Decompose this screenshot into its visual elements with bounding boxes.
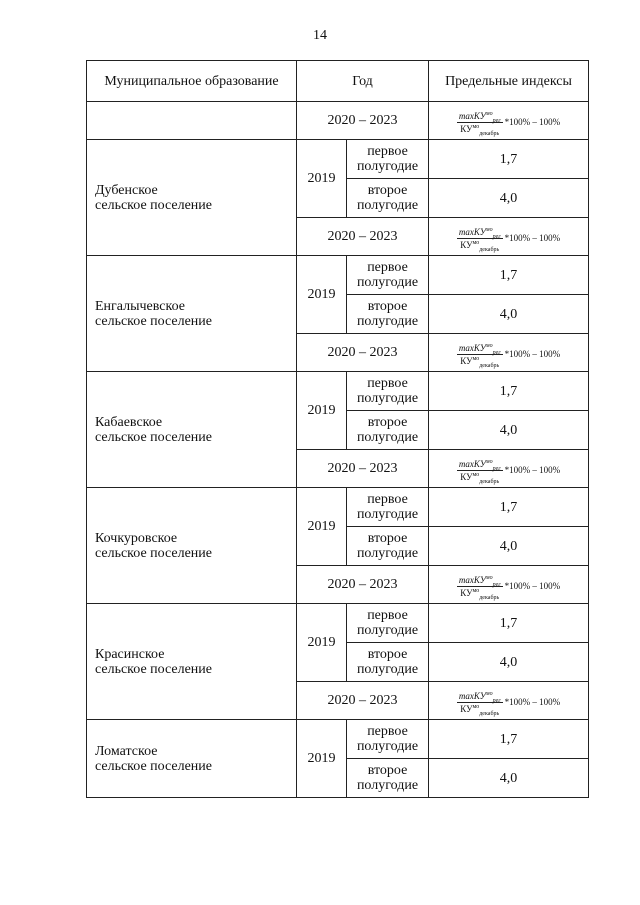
second-half-value: 4,0 (429, 643, 589, 682)
first-half-value: 1,7 (429, 140, 589, 179)
second-half-value: 4,0 (429, 411, 589, 450)
first-half-value: 1,7 (429, 488, 589, 527)
formula-numerator: maxКУ (458, 458, 486, 469)
formula-denominator: КУ (460, 355, 473, 366)
second-half-value: 4,0 (429, 527, 589, 566)
first-half-label: первое полугодие (347, 488, 429, 527)
header-municipality: Муниципальное образование (87, 61, 297, 102)
formula-tail: *100% – 100% (504, 233, 561, 243)
table-row (87, 488, 589, 527)
table-row (87, 102, 589, 140)
index-formula: $\frac{\max КУ^{мо}_{рег}}{КУ^{мо}_{декабрь}}$ *100% – 100% (458, 458, 561, 485)
year-cell: 2019 (297, 604, 347, 682)
municipality-name-line1: Кочкуровское (95, 530, 178, 546)
municipality-name-line2: сельское поселение (95, 661, 212, 677)
header-year: Год (297, 61, 429, 102)
year-cell: 2019 (297, 140, 347, 218)
formula-cell (429, 450, 589, 488)
municipality-name (87, 720, 297, 798)
formula-cell (429, 218, 589, 256)
second-half-label: второе полугодие (347, 411, 429, 450)
table-row (87, 604, 589, 643)
municipality-name-line2: сельское поселение (95, 313, 212, 329)
period-cell: 2020 – 2023 (297, 450, 429, 488)
first-half-value: 1,7 (429, 372, 589, 411)
first-half-value: 1,7 (429, 720, 589, 759)
period-cell: 2020 – 2023 (297, 334, 429, 372)
formula-numerator: maxКУ (458, 226, 486, 237)
municipality-name-line1: Енгалычевское (95, 298, 185, 314)
second-half-label: второе полугодие (347, 643, 429, 682)
empty-cell (87, 102, 297, 140)
period-cell: 2020 – 2023 (297, 102, 429, 140)
second-half-value: 4,0 (429, 179, 589, 218)
page-number: 14 (313, 28, 327, 43)
first-half-label: первое полугодие (347, 720, 429, 759)
first-half-label: первое полугодие (347, 604, 429, 643)
formula-cell (429, 102, 589, 140)
municipality-name (87, 604, 297, 720)
formula-denominator: КУ (460, 587, 473, 598)
index-formula: $\frac{\max КУ^{мо}_{рег}}{КУ^{мо}_{декабрь}}$ *100% – 100% (458, 574, 561, 601)
municipality-name-line1: Ломатское (95, 743, 158, 759)
municipality-name (87, 140, 297, 256)
table-row (87, 140, 589, 179)
municipality-name-line1: Красинское (95, 646, 165, 662)
municipality-name-line2: сельское поселение (95, 429, 212, 445)
second-half-value: 4,0 (429, 295, 589, 334)
index-formula: $\frac{\max КУ^{мо}_{рег}}{КУ^{мо}_{декабрь}}$ *100% – 100% (458, 690, 561, 717)
year-cell: 2019 (297, 720, 347, 798)
formula-cell (429, 334, 589, 372)
formula-tail: *100% – 100% (504, 349, 561, 359)
second-half-label: второе полугодие (347, 295, 429, 334)
formula-numerator: maxКУ (458, 342, 486, 353)
second-half-label: второе полугодие (347, 527, 429, 566)
first-half-label: первое полугодие (347, 372, 429, 411)
second-half-label: второе полугодие (347, 759, 429, 798)
formula-tail: *100% – 100% (504, 581, 561, 591)
first-half-label: первое полугодие (347, 140, 429, 179)
second-half-label: второе полугодие (347, 179, 429, 218)
period-cell: 2020 – 2023 (297, 218, 429, 256)
formula-denominator: КУ (460, 239, 473, 250)
municipality-name (87, 372, 297, 488)
municipality-name (87, 488, 297, 604)
second-half-value: 4,0 (429, 759, 589, 798)
municipality-name-line2: сельское поселение (95, 545, 212, 561)
index-formula: $\frac{\max КУ^{мо}_{рег}}{КУ^{мо}_{декабрь}}$ *100% – 100% (458, 110, 561, 137)
period-cell: 2020 – 2023 (297, 682, 429, 720)
municipality-name-line2: сельское поселение (95, 758, 212, 774)
index-formula: $\frac{\max КУ^{мо}_{рег}}{КУ^{мо}_{декабрь}}$ *100% – 100% (458, 226, 561, 253)
first-half-value: 1,7 (429, 604, 589, 643)
formula-denominator: КУ (460, 123, 473, 134)
formula-denominator: КУ (460, 471, 473, 482)
table-row (87, 372, 589, 411)
table-row (87, 720, 589, 759)
year-cell: 2019 (297, 488, 347, 566)
year-cell: 2019 (297, 372, 347, 450)
year-cell: 2019 (297, 256, 347, 334)
formula-tail: *100% – 100% (504, 117, 561, 127)
municipality-name-line1: Дубенское (95, 182, 158, 198)
formula-denominator: КУ (460, 703, 473, 714)
index-formula: $\frac{\max КУ^{мо}_{рег}}{КУ^{мо}_{декабрь}}$ *100% – 100% (458, 342, 561, 369)
formula-tail: *100% – 100% (504, 697, 561, 707)
formula-cell (429, 682, 589, 720)
formula-tail: *100% – 100% (504, 465, 561, 475)
municipality-name-line2: сельское поселение (95, 197, 212, 213)
tariff-index-table (86, 60, 589, 798)
first-half-label: первое полугодие (347, 256, 429, 295)
formula-cell (429, 566, 589, 604)
first-half-value: 1,7 (429, 256, 589, 295)
municipality-name-line1: Кабаевское (95, 414, 163, 430)
formula-numerator: maxКУ (458, 690, 486, 701)
table-row (87, 256, 589, 295)
period-cell: 2020 – 2023 (297, 566, 429, 604)
municipality-name (87, 256, 297, 372)
formula-numerator: maxКУ (458, 110, 486, 121)
formula-numerator: maxКУ (458, 574, 486, 585)
header-indices: Предельные индексы (429, 61, 589, 102)
